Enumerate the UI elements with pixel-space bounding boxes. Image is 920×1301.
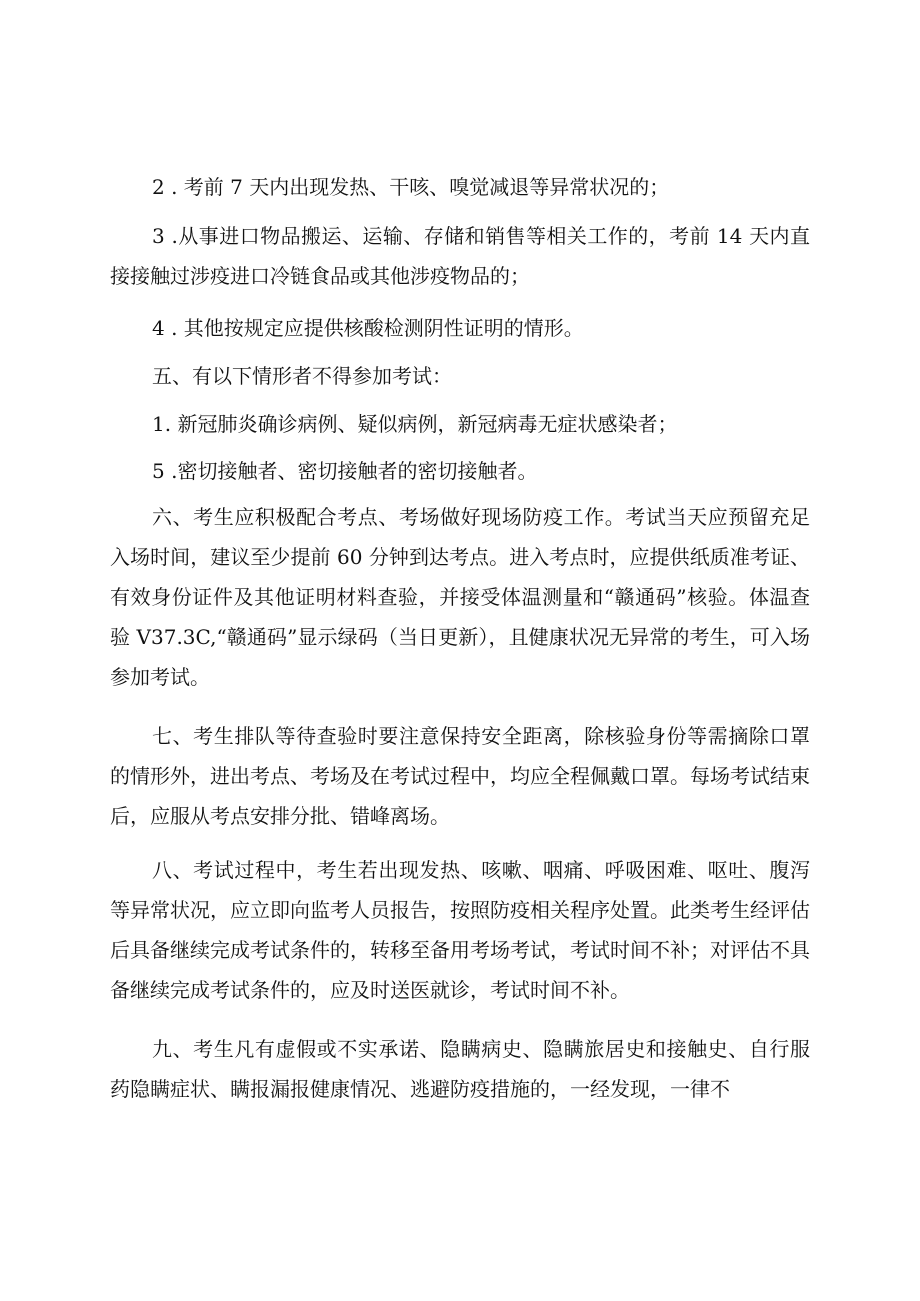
section-nine: 九、考生凡有虚假或不实承诺、隐瞒病史、隐瞒旅居史和接触史、自行服药隐瞒症状、瞒报漏报健康情况、逃避防疫措施的，一经发现，一律不 [110,1037,810,1101]
paragraph-item-5: 5 .密切接触者、密切接触者的密切接触者。 [152,459,538,483]
paragraph-item-3: 3 .从事进口物品搬运、运输、存储和销售等相关工作的，考前 14 天内直接接触过涉疫进口冷链食品或其他涉疫物品的； [110,224,810,288]
paragraph-item-1: 1. 新冠肺炎确诊病例、疑似病例，新冠病毒无症状感染者； [152,412,678,436]
section-six: 六、考生应积极配合考点、考场做好现场防疫工作。考试当天应预留充足入场时间，建议至少提前 60 分钟到达考点。进入考点时，应提供纸质准考证、有效身份证件及其他证明材料查验，并接受体温测量和“赣通码”核验。体温查验 V37.3C,“赣通码”显示绿码（当日更新），且健康状况无异常的考生，可入场参加考试。 [110,505,810,689]
section-seven: 七、考生排队等待查验时要注意保持安全距离，除核验身份等需摘除口罩的情形外，进出考点、考场及在考试过程中，均应全程佩戴口罩。每场考试结束后，应服从考点安排分批、错峰离场。 [110,724,810,828]
section-heading-five: 五、有以下情形者不得参加考试： [152,364,452,388]
section-eight: 八、考试过程中，考生若出现发热、咳嗽、咽痛、呼吸困难、呕吐、腹泻等异常状况，应立即向监考人员报告，按照防疫相关程序处置。此类考生经评估后具备继续完成考试条件的，转移至备用考场考试，考试时间不补；对评估不具备继续完成考试条件的，应及时送医就诊，考试时间不补。 [110,858,810,1002]
paragraph-item-4: 4 . 其他按规定应提供核酸检测阴性证明的情形。 [152,316,584,340]
paragraph-item-2: 2 . 考前 7 天内出现发热、干咳、嗅觉减退等异常状况的； [152,175,670,199]
